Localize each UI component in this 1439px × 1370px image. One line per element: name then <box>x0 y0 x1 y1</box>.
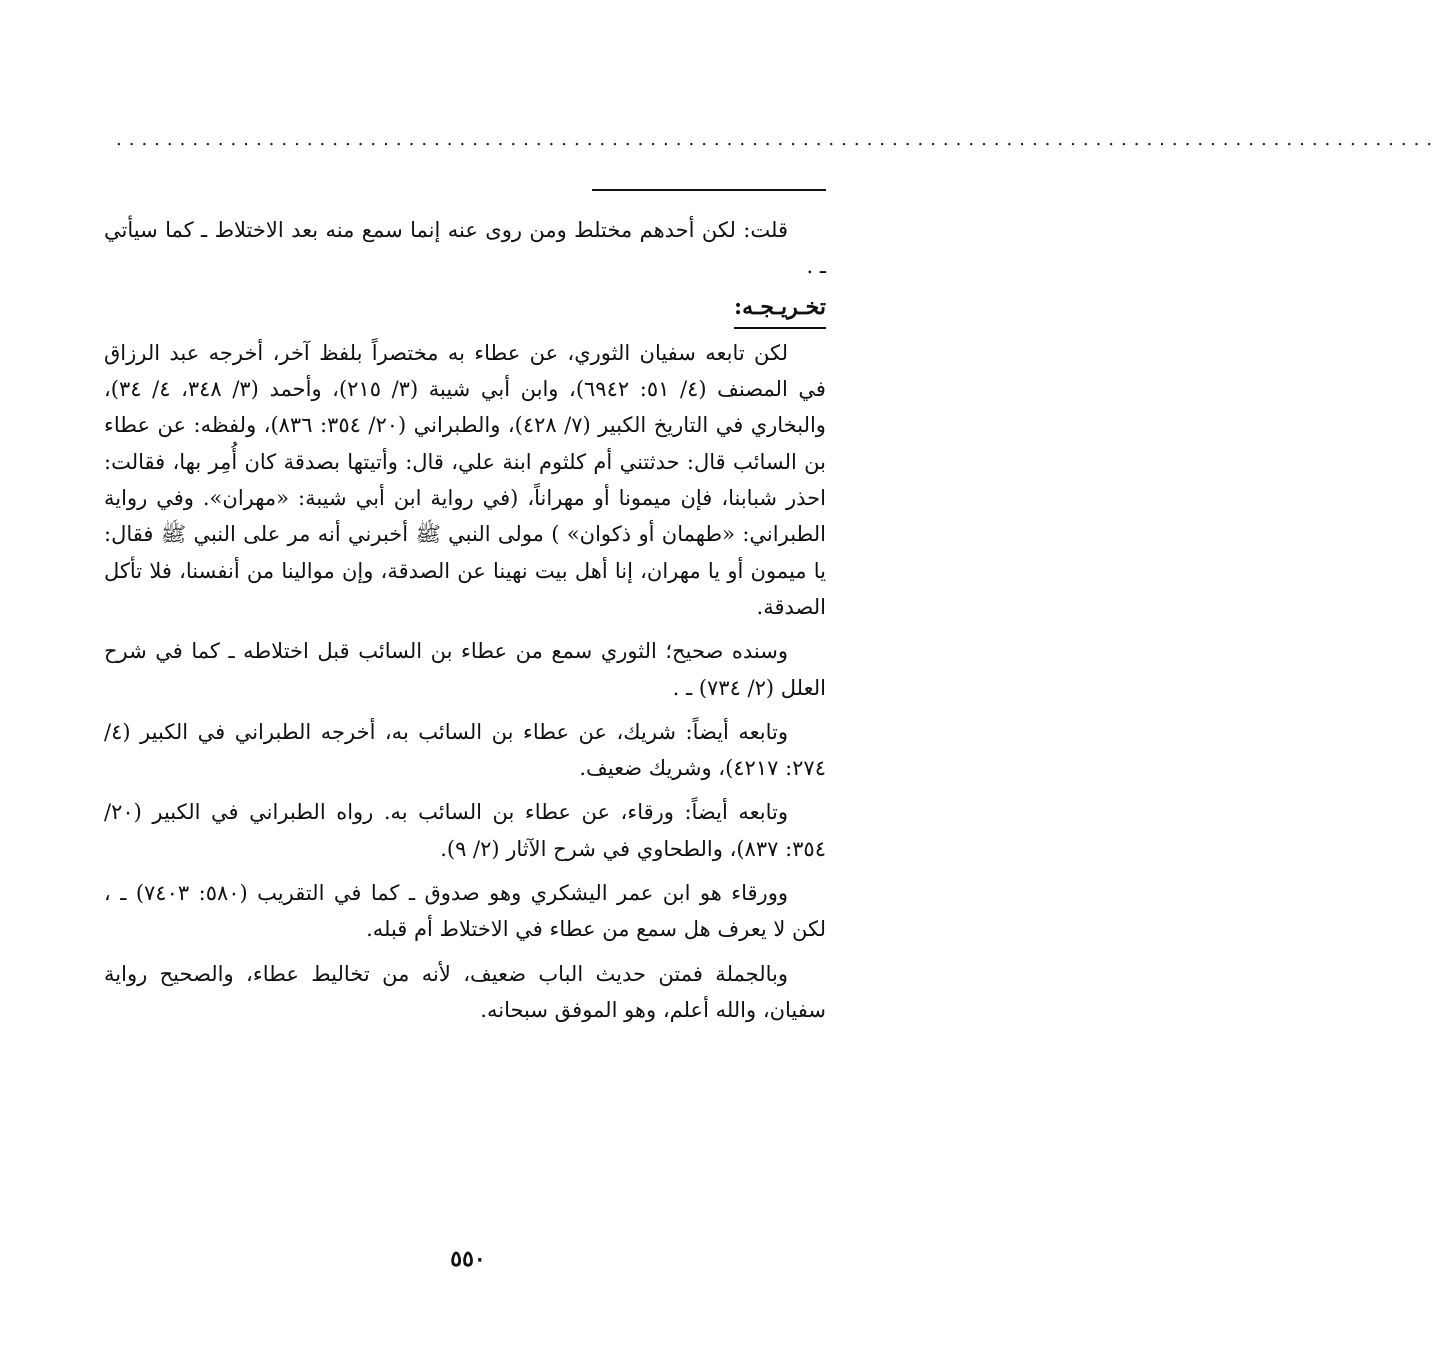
takhrij-paragraph-6: وبالجملة فمتن حديث الباب ضعيف، لأنه من تخاليط عطاء، والصحيح رواية سفيان، والله أعلم، وهو الموفق سبحانه. <box>104 961 826 1022</box>
takhrij-heading-text: تخـريـجـه: <box>734 289 826 329</box>
takhrij-paragraph-2: وسنده صحيح؛ الثوري سمع من عطاء بن السائب قبل اختلاطه ـ كما في شرح العلل (٢/ ٧٣٤) ـ . <box>104 639 826 700</box>
takhrij-heading <box>104 285 826 335</box>
page-number: ٥٥٠ <box>450 1246 486 1272</box>
page-body <box>104 212 826 1028</box>
footnote-separator-dots: ........................................................................................................ <box>116 129 1439 150</box>
footnote-divider-line <box>592 189 826 191</box>
editor-note: قلت: لكن أحدهم مختلط ومن روى عنه إنما سمع منه بعد الاختلاط ـ كما سيأتي ـ . <box>104 218 826 279</box>
takhrij-paragraph-3: وتابعه أيضاً: شريك، عن عطاء بن السائب به، أخرجه الطبراني في الكبير (٤/ ٢٧٤: ٤٢١٧)، وشريك ضعيف. <box>104 719 826 781</box>
takhrij-paragraph-1: لكن تابعه سفيان الثوري، عن عطاء به مختصراً بلفظ آخر، أخرجه عبد الرزاق في المصنف (٤/ ٥١: ٦٩٤٢)، وابن أبي شيبة (٣/ ٢١٥)، وأحمد (٣/ ٣٤٨، ٤/ ٣٤)، والبخاري في التاريخ الكبير (٧/ ٤٢٨)، والطبراني (٢٠/ ٣٥٤: ٨٣٦)، ولفظه: عن عطاء بن السائب قال: حدثتني أم كلثوم ابنة علي، قال: وأتيتها بصدقة كان أُمِر بها، فقالت: احذر شبابنا، فإن ميمونا أو مهراناً، (في رواية ابن أبي شيبة: «مهران». وفي رواية الطبراني: «طهمان أو ذكوان» ) مولى النبي ﷺ أخبرني أنه مر على النبي ﷺ فقال: يا ميمون أو يا مهران، إنا أهل بيت نهينا عن الصدقة، وإن موالينا من أنفسنا، فلا تأكل الصدقة. <box>104 340 826 619</box>
takhrij-paragraph-4: وتابعه أيضاً: ورقاء، عن عطاء بن السائب به. رواه الطبراني في الكبير (٢٠/ ٣٥٤: ٨٣٧)، والطحاوي في شرح الآثار (٢/ ٩). <box>104 800 826 861</box>
takhrij-paragraph-5: وورقاء هو ابن عمر اليشكري وهو صدوق ـ كما في التقريب (٥٨٠: ٧٤٠٣) ـ ، لكن لا يعرف هل سمع من عطاء في الاختلاط أم قبله. <box>104 881 826 942</box>
